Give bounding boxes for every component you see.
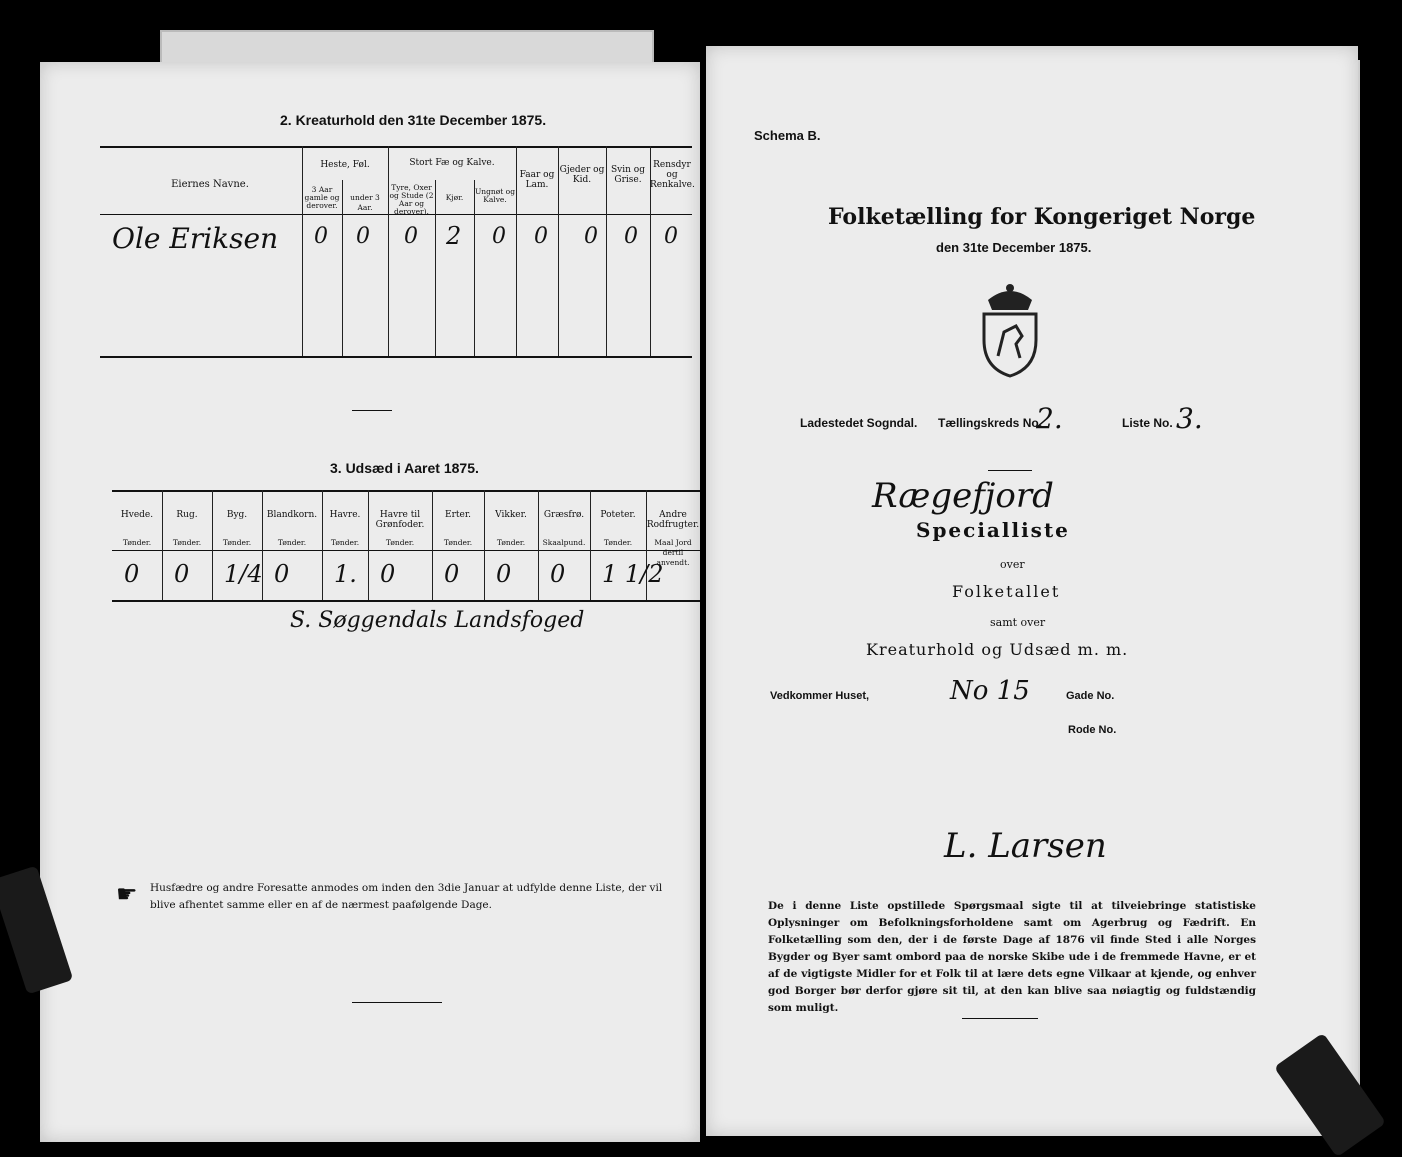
- table1-bottom-rule: [100, 356, 692, 358]
- rode-label: Rode No.: [1068, 724, 1117, 736]
- specialliste-heading: Specialliste: [916, 518, 1070, 542]
- table2-unit: Tønder.: [172, 538, 202, 547]
- census-title: Folketælling for Kongeriget Norge: [828, 204, 1256, 230]
- census-description-paragraph: De i denne Liste opstillede Spørgsmaal sigte til at tilveiebringe statistiske Oplysninger om Befolkningsforholdene samt om Agerbrug og Fædrift. En Folketælling som den, der i de første Dage af 1876 vil finde Sted i alle Norges Bygder og Byer samt ombord paa de norske Skibe ude i de fremmede Havne, er et af de vigtigste Midler for et Folk til at lære dets egne Vilkaar at kjende, og enhver god Borger bør derfor gjøre sit til, at den kan blive saa nøiagtig og fuldstændig som muligt.: [768, 900, 1256, 1014]
- table2-unit: Maal Jord dertil anvendt.: [654, 538, 692, 567]
- header-svin: Svin og Grise.: [611, 165, 645, 185]
- table2-header: Rug.: [176, 510, 198, 520]
- table1-top-rule: [100, 146, 692, 148]
- cell-gjeder: 0: [584, 224, 598, 249]
- table1-col-line: [302, 146, 303, 356]
- liste-label: Liste No.: [1122, 416, 1173, 430]
- header-gjeder: Gjeder og Kid.: [559, 165, 605, 185]
- over-label: over: [1000, 558, 1025, 571]
- table2-unit: Tønder.: [122, 538, 152, 547]
- divider-short: [352, 410, 392, 411]
- table2-value: 0: [380, 560, 396, 588]
- owner-name-handwritten: Ole Eriksen: [112, 222, 279, 255]
- table2-header: Græsfrø.: [543, 510, 585, 520]
- header-stort-sub1: Tyre, Oxer og Stude (2 Aar og derover).: [389, 183, 434, 216]
- table2-header: Byg.: [226, 510, 248, 520]
- table2-value: 1.: [334, 560, 357, 588]
- table1-col-line: [435, 180, 436, 356]
- section-3-title: 3. Udsæd i Aaret 1875.: [330, 460, 479, 476]
- kreds-value: 2.: [1036, 402, 1063, 435]
- table2-value: 1/4: [224, 560, 263, 588]
- gade-label: Gade No.: [1066, 690, 1115, 702]
- cell-heste-under3: 0: [356, 224, 370, 249]
- header-stort-sub3: Ungnøt og Kalve.: [474, 187, 515, 204]
- census-subtitle: den 31te December 1875.: [936, 240, 1092, 255]
- header-rensdyr: Rensdyr og Renkalve.: [650, 160, 695, 190]
- house-number-handwritten: No 15: [950, 676, 1030, 706]
- divider-right-bottom: [962, 1018, 1038, 1019]
- cell-kjor: 2: [446, 222, 462, 250]
- folketallet-heading: Folketallet: [952, 582, 1061, 601]
- pointing-hand-icon: ☛: [116, 880, 138, 908]
- header-heste-sub1: 3 Aar gamle og derover.: [304, 185, 340, 210]
- divider-right-1: [988, 470, 1032, 471]
- kreaturhold-heading: Kreaturhold og Udsæd m. m.: [866, 640, 1129, 659]
- table2-unit: Tønder.: [496, 538, 526, 547]
- table2-header: Blandkorn.: [266, 510, 318, 520]
- table2-header: Havre til Grønfoder.: [375, 510, 425, 530]
- table2-header: Erter.: [445, 510, 471, 520]
- table2-header: Vikker.: [495, 510, 527, 520]
- table2-value: 0: [496, 560, 512, 588]
- table2-header: Andre Rodfrugter.: [646, 510, 700, 530]
- table2-value: 0: [124, 560, 140, 588]
- table2-unit: Tønder.: [603, 538, 633, 547]
- ladestedet-label: Ladestedet Sogndal.: [800, 416, 918, 430]
- schema-label: Schema B.: [754, 128, 821, 143]
- table2-unit: Tønder.: [222, 538, 252, 547]
- header-heste-sub2: under 3 Aar.: [350, 193, 380, 212]
- cell-svin: 0: [624, 224, 638, 249]
- table2-unit: Tønder.: [330, 538, 360, 547]
- header-faar: Faar og Lam.: [519, 170, 555, 190]
- coat-of-arms-icon: [974, 280, 1046, 380]
- table2-unit: Tønder.: [385, 538, 415, 547]
- place-handwritten: Rægefjord: [872, 476, 1054, 516]
- cell-tyre: 0: [404, 224, 418, 249]
- vedkommer-label: Vedkommer Huset,: [770, 690, 870, 702]
- table2-header: Poteter.: [600, 510, 636, 520]
- table2-value: 0: [274, 560, 290, 588]
- table2-header: Havre.: [329, 510, 361, 520]
- table2-bottom-rule: [112, 600, 700, 602]
- enumerator-signature: L. Larsen: [944, 826, 1107, 866]
- cell-heste-3: 0: [314, 224, 328, 249]
- section-2-title: 2. Kreaturhold den 31te December 1875.: [280, 112, 547, 128]
- table2-top-rule: [112, 490, 700, 492]
- divider-bottom-left: [352, 1002, 442, 1003]
- table2-unit: Tønder.: [443, 538, 473, 547]
- kreds-label: Tællingskreds No.: [938, 416, 1043, 430]
- cell-ungnot: 0: [492, 224, 506, 249]
- header-stort: Stort Fæ og Kalve.: [409, 158, 495, 168]
- table2-unit: Tønder.: [277, 538, 307, 547]
- header-heste: Heste, Føl.: [320, 160, 370, 170]
- table1-col-line: [388, 146, 389, 356]
- samt-over-label: samt over: [990, 616, 1046, 629]
- table2-value: 1 1/2: [602, 560, 664, 588]
- table2-value: 0: [444, 560, 460, 588]
- table2-header-rule: [112, 550, 700, 551]
- notice-text: Husfædre og andre Foresatte anmodes om inden den 3die Januar at udfylde denne Liste, der vil blive afhentet samme eller en af de nærmest paafølgende Dage.: [150, 882, 663, 911]
- cell-rensdyr: 0: [664, 224, 678, 249]
- table2-value: 0: [550, 560, 566, 588]
- header-stort-sub2: Kjør.: [445, 193, 464, 202]
- table2-header: Hvede.: [120, 510, 154, 520]
- table1-col-line: [474, 180, 475, 356]
- cell-faar: 0: [534, 224, 548, 249]
- table2-value: 0: [174, 560, 190, 588]
- header-owner: Eiernes Navne.: [171, 179, 249, 190]
- table2-unit: Skaalpund.: [542, 538, 586, 547]
- landsfoged-signature: S. Søggendals Landsfoged: [290, 608, 585, 633]
- liste-value: 3.: [1176, 402, 1203, 435]
